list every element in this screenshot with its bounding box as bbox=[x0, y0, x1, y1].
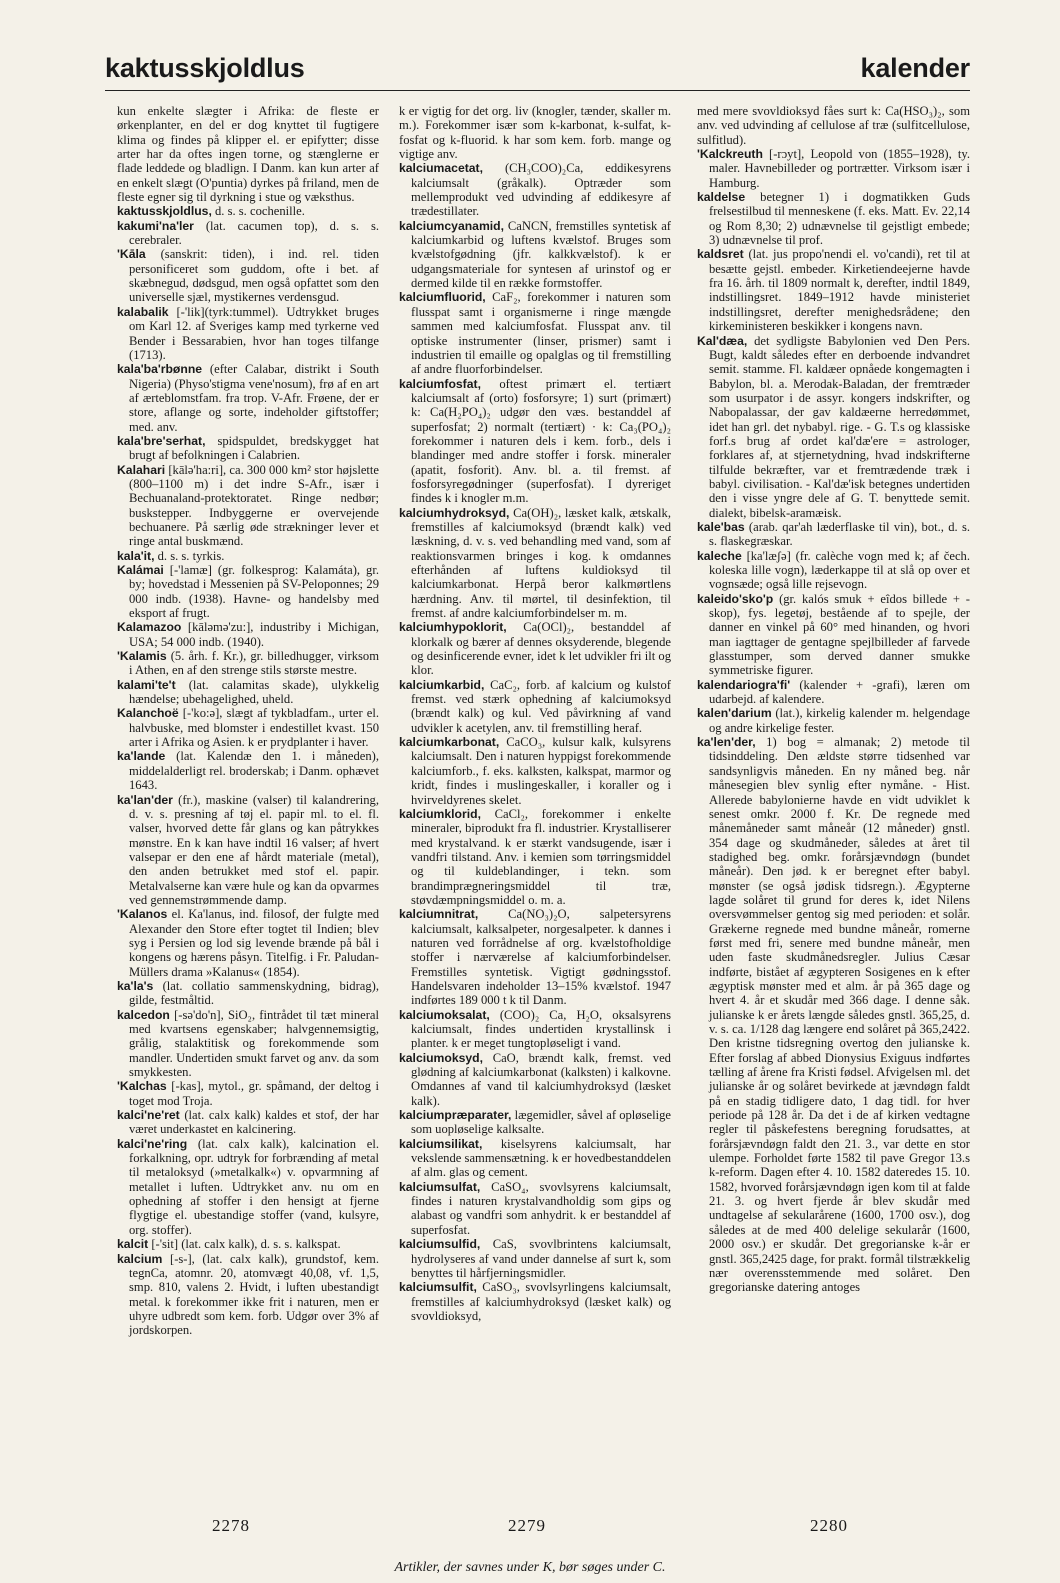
dictionary-entry bbox=[117, 204, 379, 218]
dictionary-entry bbox=[117, 1079, 379, 1108]
dictionary-entry bbox=[399, 1237, 671, 1280]
left-guide-word: kaktusskjoldlus bbox=[105, 53, 305, 83]
dictionary-entry bbox=[117, 749, 379, 792]
entry-continuation bbox=[697, 104, 970, 147]
entry-headword: kala'it, bbox=[117, 548, 155, 563]
dictionary-entry bbox=[697, 334, 970, 520]
entry-text: CaCl₂, forekommer i enkelte mineraler, biprodukt fra fl. industrier. Krystalliserer med krystalvand. k er stærkt vandsugende, især i vandfri tilstand. Anv. i kemien som tørringsmiddel og til kuldeblandinger, i tekn. som brandimprægneringsmiddel til træ, støvdæmpningsmiddel o. m. a. bbox=[411, 806, 671, 907]
dictionary-entry bbox=[399, 678, 671, 735]
entry-text: (gr. kalós smuk + eîdos billede + -skop), fys. legetøj, bestående af to spejle, der danner en vinkel på 60° med hinanden, og hvori man iagttager de gentagne spejlbilleder af farvede glasstumper, som derved danner smukke symmetriske figurer. bbox=[709, 591, 970, 678]
dictionary-entry bbox=[117, 434, 379, 463]
page-number-right: 2280 bbox=[810, 1516, 848, 1535]
dictionary-entry bbox=[399, 161, 671, 218]
entry-headword: kalciumacetat, bbox=[399, 161, 484, 176]
dictionary-entry bbox=[697, 190, 970, 247]
footer-note: Artikler, der savnes under K, bør søges under C. bbox=[394, 1560, 666, 1575]
entry-headword: kaktusskjoldlus, bbox=[117, 204, 212, 219]
entry-headword: kalciumsulfit, bbox=[399, 1280, 477, 1295]
entry-text: (5. årh. f. Kr.), gr. billedhugger, virksom i Athen, en af den strenge stils største mestre. bbox=[129, 649, 379, 678]
entry-headword: Kal'dæa, bbox=[697, 333, 748, 348]
entry-headword: kalciumfosfat, bbox=[399, 376, 481, 391]
entry-text: (arab. qar'ah læderflaske til vin), bot., d. s. s. flaskegræskar. bbox=[709, 519, 970, 549]
entry-headword: 'Kalamis bbox=[117, 649, 167, 664]
entry-text: [-'sit] (lat. calx kalk), d. s. s. kalkspat. bbox=[151, 1237, 341, 1252]
entry-headword: kalciumsulfat, bbox=[399, 1179, 481, 1194]
entry-text: (lat. cacumen top), d. s. s. cerebraler. bbox=[129, 218, 379, 248]
column-1 bbox=[117, 104, 379, 1434]
entry-headword: kalciumnitrat, bbox=[399, 907, 479, 922]
entry-headword: kalcium bbox=[117, 1251, 163, 1266]
entry-headword: kala'ba'rbønne bbox=[117, 362, 203, 377]
dictionary-entry bbox=[117, 678, 379, 707]
column-3 bbox=[697, 104, 970, 1434]
dictionary-entry bbox=[117, 219, 379, 248]
entry-text: spidspuldet, bredskygget hat brugt af befolkningen i Calabrien. bbox=[129, 433, 379, 463]
entry-text: (lat. calx kalk), kalcination el. forkalkning, opr. udtryk for forbrænding af metal til metaloksyd (»metalkalk«) v. opvarmning af metallet i luften. Udtrykket anv. nu om en ophedning af stoffer i den hensigt at fjerne flygtige el. ubestandige stoffer (vand, kulsyre, org. stoffer). bbox=[129, 1136, 379, 1237]
dictionary-entry bbox=[697, 678, 970, 707]
entry-text: (CH₃COO)₂Ca, eddikesyrens kalciumsalt (gråkalk). Optræder som mellemprodukt ved udvinding af eddikesyre af trædestillater. bbox=[411, 161, 671, 219]
entry-text: [-s-], (lat. calx kalk), grundstof, kem. tegnCa, atomnr. 20, atomvægt 40,08, vf. 1,5, smp. 810, valens 2. Hvidt, i luften ubestandigt metal. k forekommer ikke frit i naturen, men er uhyre udbredt som kem. forb. Udgør over 3% af jordskorpen. bbox=[129, 1251, 379, 1338]
dictionary-entry bbox=[697, 706, 970, 735]
entry-headword: kalami'te't bbox=[117, 677, 176, 692]
entry-text: (lat. calamitas skade), ulykkelig hændelse; ubehagelighed, uheld. bbox=[129, 677, 379, 707]
entry-headword: kalci'ne'ring bbox=[117, 1136, 188, 1151]
dictionary-entry bbox=[117, 1008, 379, 1080]
entry-headword: kalciumsulfid, bbox=[399, 1237, 481, 1252]
entry-headword: kaldelse bbox=[697, 190, 746, 205]
entry-text: CaC₂, forb. af kalcium og kulstof fremst. ved stærk ophedning af kalciumoksyd (brændt kalk) og kul. Ved påvirkning af vand udvikler k acetylen, anv. til fremstilling heraf. bbox=[411, 677, 671, 735]
dictionary-entry bbox=[399, 506, 671, 621]
entry-headword: ka'la's bbox=[117, 978, 154, 993]
running-head bbox=[105, 50, 970, 91]
entry-headword: kalabalik bbox=[117, 304, 169, 319]
entry-headword: ka'len'der, bbox=[697, 735, 756, 750]
entry-text: [-'lik](tyrk:tummel). Udtrykket bruges om Karl 12. af Sveriges kamp med tyrkerne ved Bender i Bessarabien, hvor han toges tilfange (1713). bbox=[129, 304, 379, 362]
entry-headword: kalen'darium bbox=[697, 706, 772, 721]
entry-text: [-'lamæ] (gr. folkesprog: Kalamáta), gr. by; hovedstad i Messenien på SV-Peloponnes; 29 000 indb. (1938). Havne- og handelsby med eksport af frugt. bbox=[129, 563, 379, 621]
dictionary-entry bbox=[399, 290, 671, 376]
dictionary-entry bbox=[697, 247, 970, 333]
right-guide-word: kalender bbox=[860, 53, 970, 83]
entry-headword: kalciumhydroksyd, bbox=[399, 505, 510, 520]
dictionary-entry bbox=[117, 649, 379, 678]
entry-text: lægemidler, såvel af opløselige som uopløselige kalksalte. bbox=[411, 1108, 671, 1137]
entry-text: (lat. calx kalk) kaldes et stof, der har været underkastet en kalcinering. bbox=[129, 1108, 379, 1137]
entry-text: k er vigtig for det org. liv (knogler, tænder, skaller m. m.). Forekommer især som k-karbonat, k-sulfat, k-fosfat og k-fluorid. k har som kem. forb. mange og vigtige anv. bbox=[399, 104, 671, 162]
dictionary-entry bbox=[399, 1137, 671, 1180]
entry-headword: kala'bre'serhat, bbox=[117, 433, 206, 448]
entry-headword: Kalámai bbox=[117, 563, 164, 577]
entry-text: el. Ka'lanus, ind. filosof, der fulgte med Alexander den Store efter togtet til Indien; blev syg i Persien og lod sig levende brænde på bål i kongens og hærens påsyn. Titelfig. i Fr. Paludan-Müllers drama »Kalanus« (1854). bbox=[129, 907, 379, 979]
entry-text: [-'ko:ə], slægt af tykbladfam., urter el. halvbuske, med blomster i endestillet kvast. 150 arter i Afrika og Asien. k er prydplanter i haver. bbox=[129, 706, 379, 750]
entry-text: [kāləmə'zu:], industriby i Michigan, USA; 54 000 indb. (1940). bbox=[129, 620, 379, 649]
entry-headword: Kalamazoo bbox=[117, 620, 182, 635]
entry-text: [-kas], mytol., gr. spåmand, der deltog i toget mod Troja. bbox=[129, 1079, 379, 1108]
entry-text: kun enkelte slægter i Afrika: de fleste er ørkenplanter, en del er dog knyttet til fugtigere klima og findes på klipper el. er epifytter; disse arter har da oftes ingen torne, og stænglerne er flade leddede og bladlign. I Danm. kan kun arter af en enkelt slægt (O'puntia) dyrkes på friland, men de fleste egner sig til dyrkning i stue og væksthus. bbox=[117, 104, 379, 205]
entry-text: [-rɔyt], Leopold von (1855–1928), ty. maler. Havnebilleder og portrætter. Virksom især i Hamburg. bbox=[709, 147, 970, 190]
entry-headword: Kalahari bbox=[117, 462, 166, 477]
dictionary-entry bbox=[399, 907, 671, 1007]
entry-headword: kalcit bbox=[117, 1237, 149, 1252]
dictionary-entry bbox=[117, 362, 379, 434]
entry-headword: kalciumkarbid, bbox=[399, 677, 485, 692]
entry-text: (efter Calabar, distrikt i South Nigeria) (Physo'stigma vene'nosum), frø af en art af ærteblomstfam. fra trop. V-Afr. Frøene, der er store, aflange og sorte, indeholder giftstoffer; med. anv. bbox=[129, 362, 379, 434]
entry-text: (lat. Kalendæ den 1. i måneden), middelalderligt rel. broderskab; i Danm. ophævet 1643. bbox=[129, 749, 379, 793]
entry-text: CaO, brændt kalk, fremst. ved glødning af kalciumkarbonat (kalksten) i kalkovne. Omdannes af vand til kalciumhydroksyd (læsket kalk). bbox=[411, 1050, 671, 1108]
entry-text: Ca(OCl)₂, bestanddel af klorkalk og bærer af dennes oksyderende, blegende og desinficerende evner, idet k let udvikler fri ilt og klor. bbox=[411, 620, 671, 678]
dictionary-entry bbox=[399, 1008, 671, 1051]
entry-headword: Kalanchoë bbox=[117, 706, 179, 721]
entry-text: (kalender + -grafi), læren om udarbejd. af kalendere. bbox=[709, 677, 970, 707]
entry-headword: kalciumhypoklorit, bbox=[399, 620, 507, 635]
dictionary-entry bbox=[697, 592, 970, 678]
entry-text: (lat. collatio sammenskydning, bidrag), gilde, festmåltid. bbox=[129, 978, 379, 1008]
entry-text: (fr.), maskine (valser) til kalandrering, d. v. s. presning af tøj el. papir ml. to el. fl. valser, hvorved dette får glans og kan påtrykkes mønstre. En k kan have indtil 16 valser; af hvert valsepar er den ene af hårdt materiale (metal), den anden betrukket med stof el. papir. Metalvalserne kan være hule og kan da opvarmes ved gennemstrømmende damp. bbox=[129, 792, 379, 907]
dictionary-entry bbox=[117, 1252, 379, 1338]
entry-text: [kālə'ha:ri], ca. 300 000 km² stor højslette (800–1100 m) i det indre S-Afr., især i Bechuanaland-protektoratet. Ringe nedbør; buskstepper. Indbyggerne er overvejende bechuanere. På særlig øde strækninger lever et ringe antal buskmænd. bbox=[129, 462, 379, 549]
entry-headword: 'Kāla bbox=[117, 247, 146, 262]
entry-text: Ca(OH)₂, læsket kalk, ætskalk, fremstilles af kalciumoksyd (brændt kalk) ved læskning, d. v. s. ved behandling med vand, som af reaktionsvarmen bringes i kog. k omdannes efterhånden af luftens kuldioksyd til kalciumkarbonat. Herpå beror kalkmørtlens hærdning. Anv. til mørtel, til desinfektion, til fremst. af andre kalciumforbindelser m. m. bbox=[411, 505, 671, 621]
dictionary-entry bbox=[117, 1137, 379, 1237]
dictionary-entry bbox=[117, 247, 379, 304]
entry-headword: ka'lan'der bbox=[117, 792, 173, 807]
entry-text: med mere svovldioksyd fåes surt k: Ca(HSO₃)₂, som anv. ved udvinding af cellulose af træ (sulfitcellulose, sulfitlud). bbox=[697, 104, 970, 147]
entry-headword: kalciumoksyd, bbox=[399, 1050, 483, 1065]
entry-headword: kalci'ne'ret bbox=[117, 1108, 180, 1123]
entry-headword: kaleche bbox=[697, 548, 742, 563]
entry-text: CaSO₄, svovlsyrens kalciumsalt, findes i naturen krystalvandholdig som gips og alabast og vandfri som anhydrit. k er bestanddel af superfosfat. bbox=[411, 1179, 671, 1237]
entry-text: d. s. s. tyrkis. bbox=[157, 548, 225, 563]
dictionary-entry bbox=[117, 305, 379, 362]
dictionary-entry bbox=[117, 979, 379, 1008]
dictionary-entry bbox=[399, 1108, 671, 1137]
dictionary-entry bbox=[697, 549, 970, 592]
dictionary-entry bbox=[117, 706, 379, 749]
entry-headword: kalciumcyanamid, bbox=[399, 218, 504, 233]
dictionary-entry bbox=[399, 1051, 671, 1108]
entry-text: betegner 1) i dogmatikken Guds frelsestilbud til menneskene (f. eks. Matt. Ev. 22,14 og Rom 8,30; 2) udnævnelse til gejstligt embede; 3) udnævnelse til prof. bbox=[709, 190, 970, 248]
page-number-middle: 2279 bbox=[508, 1516, 546, 1535]
entry-text: oftest primært el. tertiært kalciumsalt af (orto) fosforsyre; 1) surt (primært) k: Ca(H₂PO₄)₂ udgør den væs. bestanddel af superfosfat; 2) normalt (tertiært) · k: Ca₃(PO₄)₂ forekommer i naturen dels i kem. forb., dels i blandinger med andre stoffer i forsk. mineraler (apatit, fosforit). Anv. bl. a. til fremst. af fosforsyregødninger (superfosfat). I dyreriget findes k i knogler m.m. bbox=[411, 376, 671, 506]
dictionary-entry bbox=[399, 219, 671, 291]
dictionary-entry bbox=[399, 1180, 671, 1237]
entry-text: det sydligste Babylonien ved Den Pers. Bugt, kaldt således efter en derboende indvandret semit. stamme. Fl. kaldæer opnåede kongemagten i Babylon, bl. a. Merodak-Baladan, der fremtræder som usurpator i de assyr. kongers indskrifter, og Nabopalassar, der gav kaldæerne herredømmet, idet han grl. det nybabyl. rige. - G. T.s og klassiske forf.s brug af ordet kal'dæ'ere = astrologer, forklares af, at stjernetydning, hvad indskrifterne tilfulde bekræfter, var et fremtrædende træk i babyl. civilisation. - Kal'dæ'isk betegnes undertiden den i visse yngre dele af G. T. benyttede semit. dialekt, bibelsk-aramæisk. bbox=[709, 333, 970, 520]
entry-continuation bbox=[399, 104, 671, 161]
dictionary-entry bbox=[117, 463, 379, 549]
entry-text: CaNCN, fremstilles syntetisk af kalciumkarbid og luftens kvælstof. Bruges som kvælstofgødning (jfr. kalkkvælstof). k er udgangsmateriale for syntesen af urinstof og er dermed kilde til en række formstoffer. bbox=[411, 218, 671, 291]
entry-headword: kaldsret bbox=[697, 247, 744, 262]
entry-text: [ka'læʃə] (fr. calèche vogn med k; af čech. koleska lille vogn), læderkappe til at slå op over et vognsæde; også lille rejsevogn. bbox=[709, 548, 970, 592]
dictionary-entry bbox=[697, 147, 970, 190]
column-2 bbox=[399, 104, 671, 1434]
entry-headword: kalciumklorid, bbox=[399, 806, 481, 821]
dictionary-entry bbox=[399, 377, 671, 506]
dictionary-entry bbox=[117, 549, 379, 563]
entry-headword: kalcedon bbox=[117, 1007, 170, 1022]
entry-headword: kalciumpræparater, bbox=[399, 1108, 512, 1123]
dictionary-entry bbox=[697, 735, 970, 1294]
entry-text: CaS, svovlbrintens kalciumsalt, hydrolyseres af vand under dannelse af surt k, som benyttes til hårfjerningsmidler. bbox=[411, 1237, 671, 1280]
entry-text: (lat.), kirkelig kalender m. helgendage og andre kirkelige fester. bbox=[709, 706, 970, 735]
dictionary-entry bbox=[697, 520, 970, 549]
entry-headword: 'Kalanos bbox=[117, 907, 168, 922]
entry-text: CaSO₃, svovlsyrlingens kalciumsalt, fremstilles af kalciumhydroksyd (læsket kalk) og svovldioksyd, bbox=[411, 1280, 671, 1323]
dictionary-entry bbox=[399, 807, 671, 907]
entry-text: kiselsyrens kalciumsalt, har vekslende sammensætning. k er hovedbestanddelen af alm. glas og cement. bbox=[411, 1136, 671, 1180]
entry-headword: 'Kalckreuth bbox=[697, 147, 763, 162]
entry-headword: kakumi'na'ler bbox=[117, 218, 194, 233]
dictionary-entry bbox=[117, 620, 379, 649]
entry-headword: kalciumkarbonat, bbox=[399, 735, 500, 750]
entry-continuation bbox=[117, 104, 379, 204]
entry-headword: 'Kalchas bbox=[117, 1079, 167, 1094]
entry-text: 1) bog = almanak; 2) metode til tidsinddeling. Den ældste større tidsenhed var sandsynligvis måneden. En ny måned beg. når månesegien blev synlig efter nymåne. - Hist. Allerede babylonierne havde en vidt udviklet k senest omkr. 2000 f. Kr. De regnede med månemåneder samt måneår (12 måneder) gnstl. 354 dage og skudmåneder, således at året til stadighed beg. omkr. forårsjævndøgn (bundet måneår). Den jød. k er beregnet efter babyl. mønster (se også jødisk tidsregn.). Ægypterne lagde solåret til grund for deres k, idet Nilens oversvømmelser gentog sig med perioden: et solår. Grækerne regnede med bundne måneår, romerne først med fri, senere med bundne måneår, men uden faste skudmånedsregler. Julius Cæsar indførte, bistået af ægypteren Sosigenes en k efter ægyptisk mønster med et alm. år på 365 dage og hvert 4. år et skudår med 366 dage. I denne såk. julianske k er årets længde således gnstl. 365,25, d. v. s. ca. 1/128 dag længere end solåret på 365,2422. Den kristne tidsregning overtog den julianske k. Efter forslag af abbed Dionysius Exiguus indførtes tælling af årene fra Kristi fødsel. Afvigelsen ml. det julianske år og solåret bevirkede at jævndøgn faldt på en stadig tidligere dato, 1 dag tidl. for hver periode på 128 år. Da det i de af kirken vedtagne regler til påskefestens beregning forudsattes, at forårsjævndøgn faldt den 21. 3., var dette en stor ulempe. Forholdet førte 1582 til pave Gregor 13.s k-reform. Dagen efter 4. 10. 1582 dateredes 15. 10. 1582, hvorved forårsjævndøgn igen kom til at falde 21. 3. og hvert fjerde år blev skudår med undtagelse af sekularårene (1600, 1700 osv.), dog således at de med 400 delelige sekularår (1600, 2000 osv.) er skudår. Det gregorianske k-år er gnstl. 365,2425 dage, for prakt. formål tilstrækkelig nær overensstemmende med solåret. Den gregorianske datering antoges bbox=[709, 735, 970, 1295]
entry-headword: kalciumsilikat, bbox=[399, 1136, 483, 1151]
dictionary-entry bbox=[117, 793, 379, 908]
entry-text: [-sə'do'n], SiO₂, fintrådet til tæt mineral med kvartsens egenskaber; halvgennemsigtig, grålig, stalaktitisk og forekommende som mandler. Undertiden smukt farvet og anv. da som smykkesten. bbox=[129, 1007, 379, 1080]
dictionary-entry bbox=[399, 1280, 671, 1323]
entry-text: (COO)₂ Ca, H₂O, oksalsyrens kalciumsalt, findes undertiden krystallinsk i planter. k er meget tungtopløseligt i vand. bbox=[411, 1007, 671, 1051]
dictionary-entry bbox=[117, 1108, 379, 1137]
page-number-left: 2278 bbox=[212, 1516, 250, 1535]
entry-text: CaCO₃, kulsur kalk, kulsyrens kalciumsalt. Den i naturen hyppigst forekommende kalciumforb., f. eks. kalksten, kalkspat, marmor og kridt, findes i muslingeskaller, i koraller og i hvirveldyrenes skelet. bbox=[411, 735, 671, 807]
entry-text: (sanskrit: tiden), i ind. rel. tiden personificeret som guddom, ofte i bet. af skæbnegud, dødsgud, men også opfattet som den universelle sjæl, mystikernes verdensgud. bbox=[129, 247, 379, 305]
entry-text: (lat. jus propo'nendi el. vo'candi), ret til at besætte gejstl. embeder. Kirketiendeejerne havde fra 16. årh. til 1809 normalt k, derefter, indtil 1849, indstillingsret. 1849–1912 havde ministeriet indstillingsret, derefter menighedsrådene; den kirkeministeren beskikker i kongens navn. bbox=[709, 247, 970, 334]
dictionary-entry bbox=[399, 620, 671, 677]
entry-headword: kalciumoksalat, bbox=[399, 1007, 490, 1022]
dictionary-entry bbox=[117, 907, 379, 979]
entry-text: Ca(NO₃)₂O, salpetersyrens kalciumsalt, kalksalpeter, norgesalpeter. k dannes i naturen ved forrådnelse af org. kvælstofholdige stoffer i nærværelse af kalciumforbindelser. Fremstilles syntetisk. Vigtigt gødningsstof. Handelsvaren indeholder 13–15% kvælstof. 1947 indførtes 189 000 t k til Danm. bbox=[411, 907, 671, 1008]
dictionary-entry bbox=[117, 1237, 379, 1251]
dictionary-entry bbox=[117, 563, 379, 620]
entry-headword: kalciumfluorid, bbox=[399, 290, 486, 305]
entry-headword: kale'bas bbox=[697, 519, 745, 534]
entry-headword: kaleido'sko'p bbox=[697, 591, 774, 606]
entry-text: CaF₂, forekommer i naturen som flusspat samt i organismerne i ringe mængde sammen med kalciumfosfat. Flusspat anv. til optiske instrumenter (linser, prismer) samt i industrien til emaille og opalglas og til fremstilling af andre fluorforbindelser. bbox=[411, 290, 671, 377]
entry-headword: ka'lande bbox=[117, 749, 166, 764]
entry-text: d. s. s. cochenille. bbox=[214, 204, 305, 219]
dictionary-entry bbox=[399, 735, 671, 807]
entry-headword: kalendariogra'fi' bbox=[697, 677, 791, 692]
